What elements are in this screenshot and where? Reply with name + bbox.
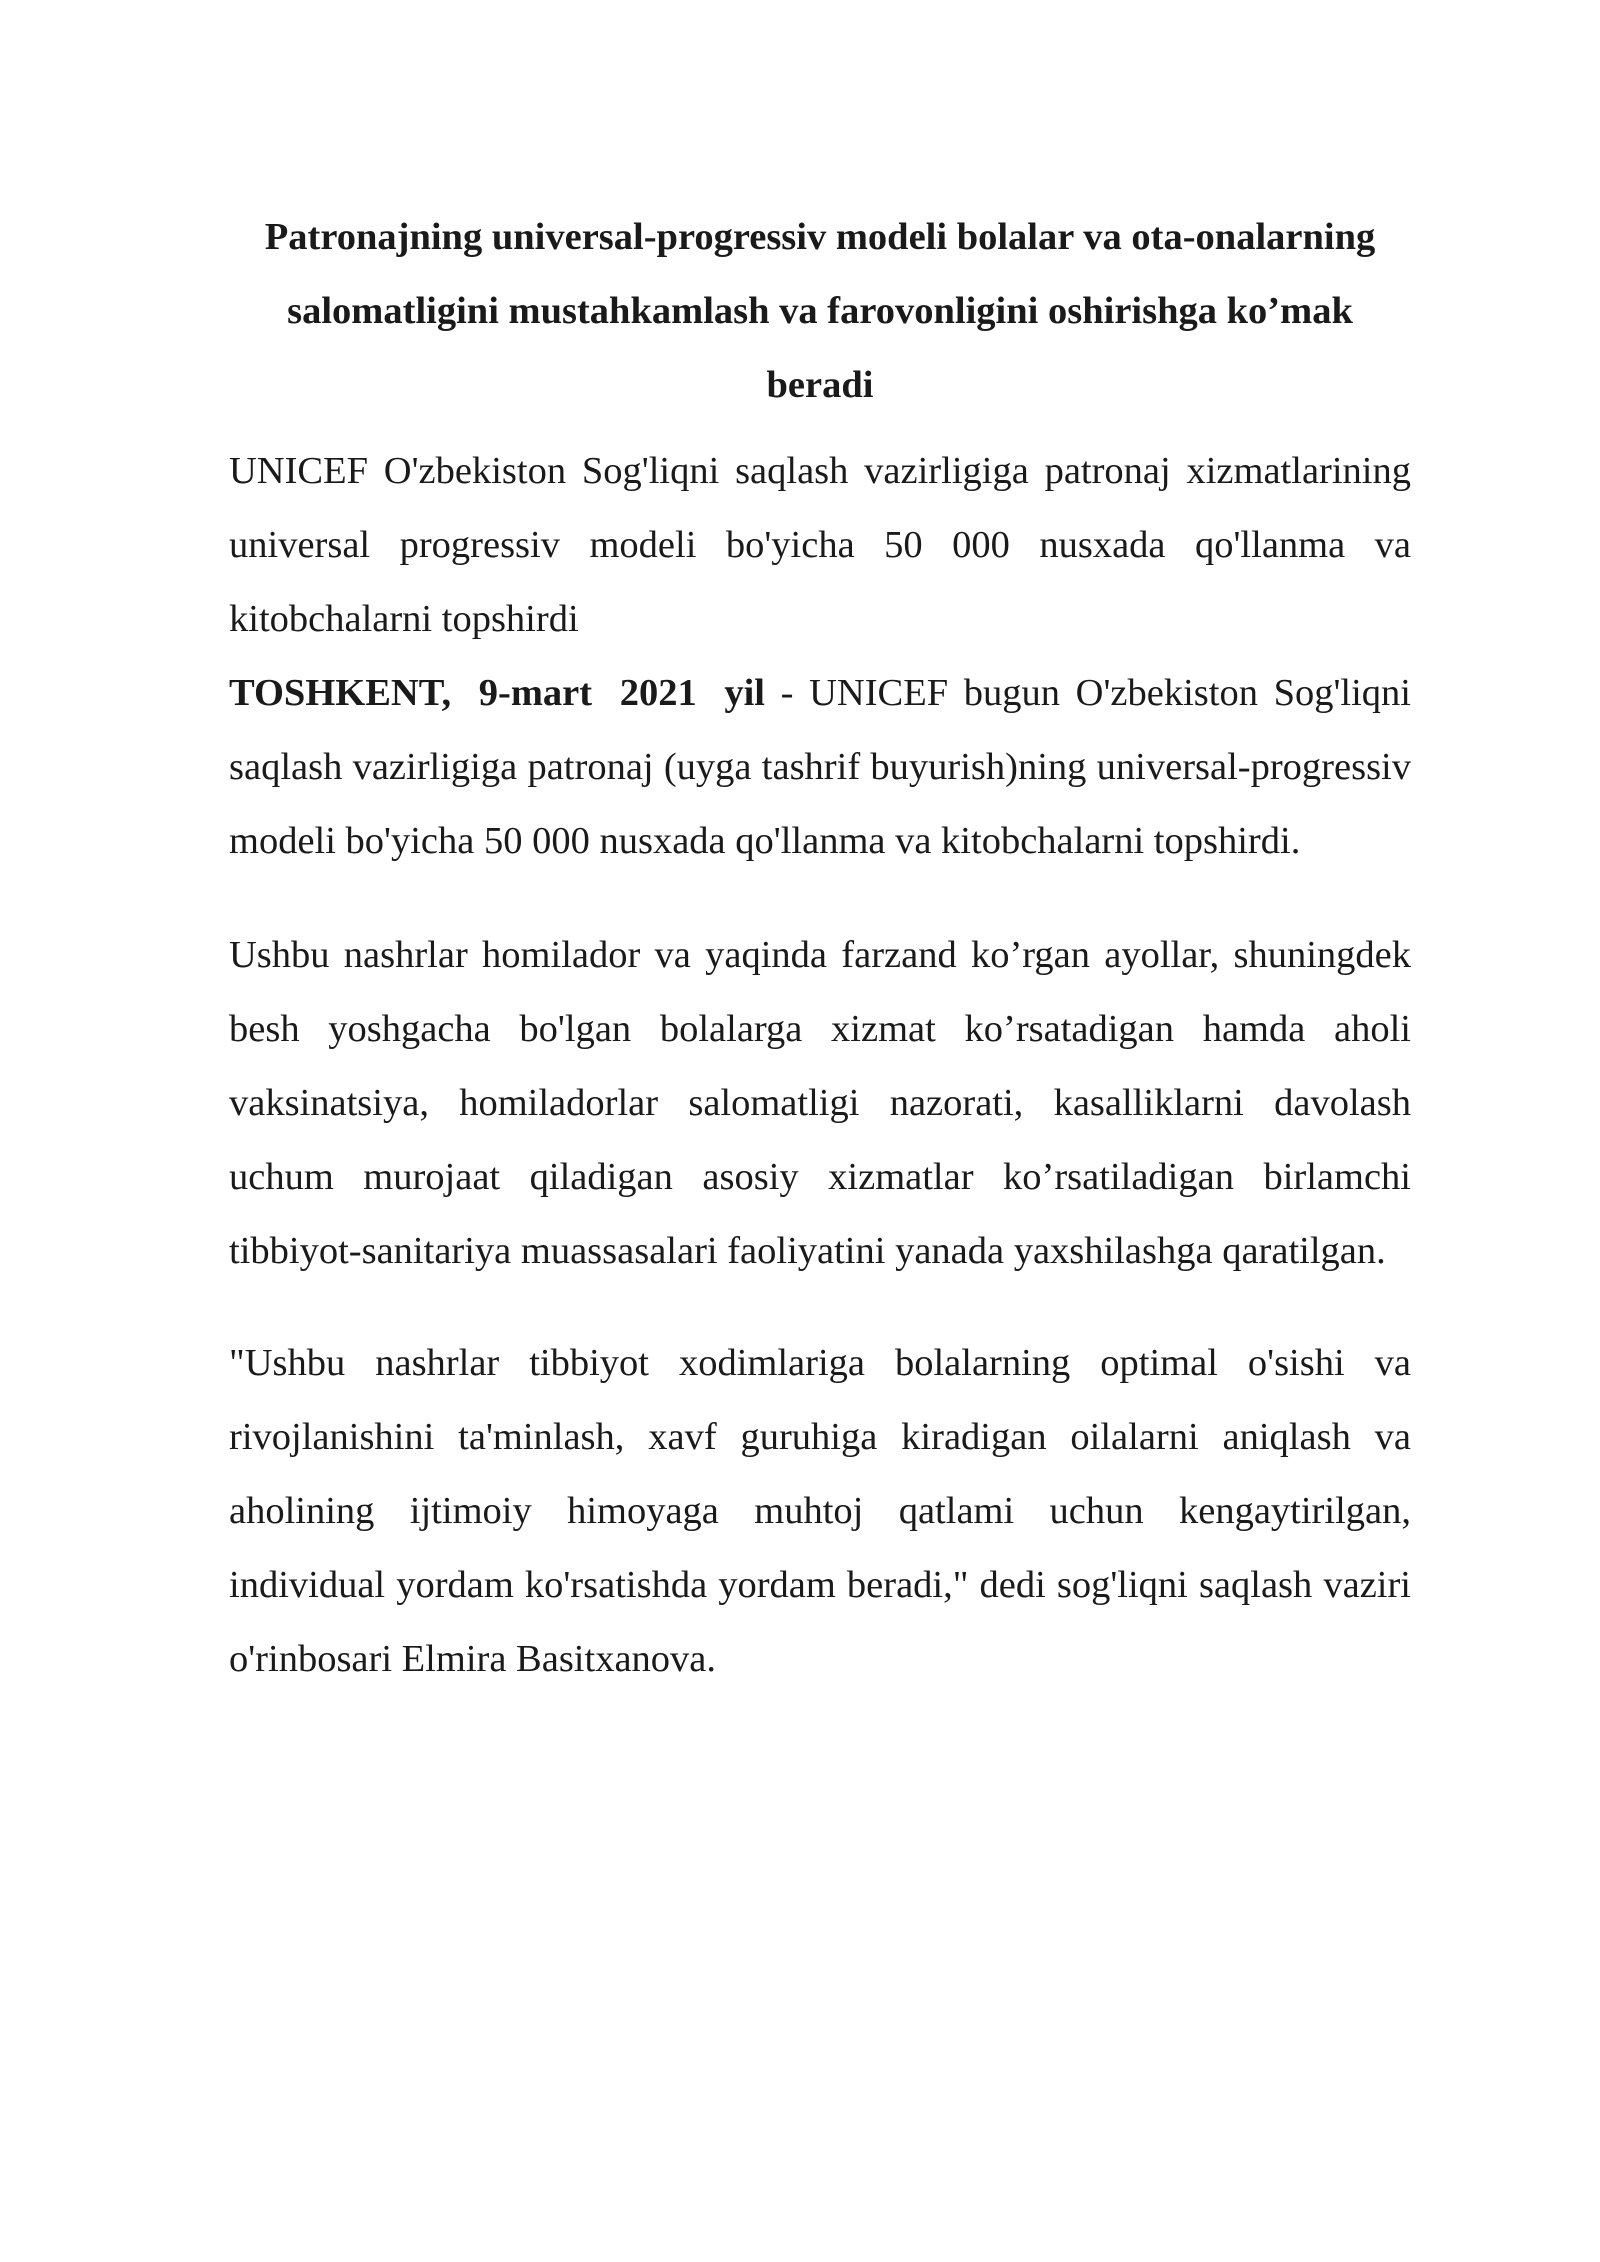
quote-paragraph: "Ushbu nashrlar tibbiyot xodimlariga bolalarning optimal o'sishi va rivojlanishini ta'minlash, xavf guruhiga kiradigan oilalarni aniqlash va aholining ijtimoiy himoyaga muhtoj qatlami uchun kengaytirilgan, individual yordam ko'rsatishda yordam beradi," dedi sog'liqni saqlash vaziri o'rinbosari Elmira Basitxanova.	[229, 1342, 1411, 1680]
lead-paragraph: UNICEF O'zbekiston Sog'liqni saqlash vazirligiga patronaj xizmatlarining universal progressiv modeli bo'yicha 50 000 nusxada qo'llanma va kitobchalarni topshirdi	[229, 450, 1411, 640]
dateline-text: - UNICEF bugun O'zbekiston Sog'liqni saqlash vazirligiga patronaj (uyga tashrif buyurish)ning universal-progressiv modeli bo'yicha 50 000 nusxada qo'llanma va kitobchalarni topshirdi.	[229, 672, 1412, 862]
dateline-paragraph	[229, 656, 1411, 878]
document-page	[229, 200, 1411, 1696]
document-title: Patronajning universal-progressiv modeli bolalar va ota-onalarning salomatligini mustahkamlash va farovonligini oshirishga ko’mak beradi	[264, 216, 1376, 406]
body-paragraph-1: Ushbu nashrlar homilador va yaqinda farzand ko’rgan ayollar, shuningdek besh yoshgacha bo'lgan bolalarga xizmat ko’rsatadigan hamda aholi vaksinatsiya, homiladorlar salomatligi nazorati, kasalliklarni davolash uchum murojaat qiladigan asosiy xizmatlar ko’rsatiladigan birlamchi tibbiyot-sanitariya muassasalari faoliyatini yanada yaxshilashga qaratilgan.	[229, 934, 1411, 1272]
dateline-label: TOSHKENT, 9-mart 2021 yil	[229, 672, 766, 714]
